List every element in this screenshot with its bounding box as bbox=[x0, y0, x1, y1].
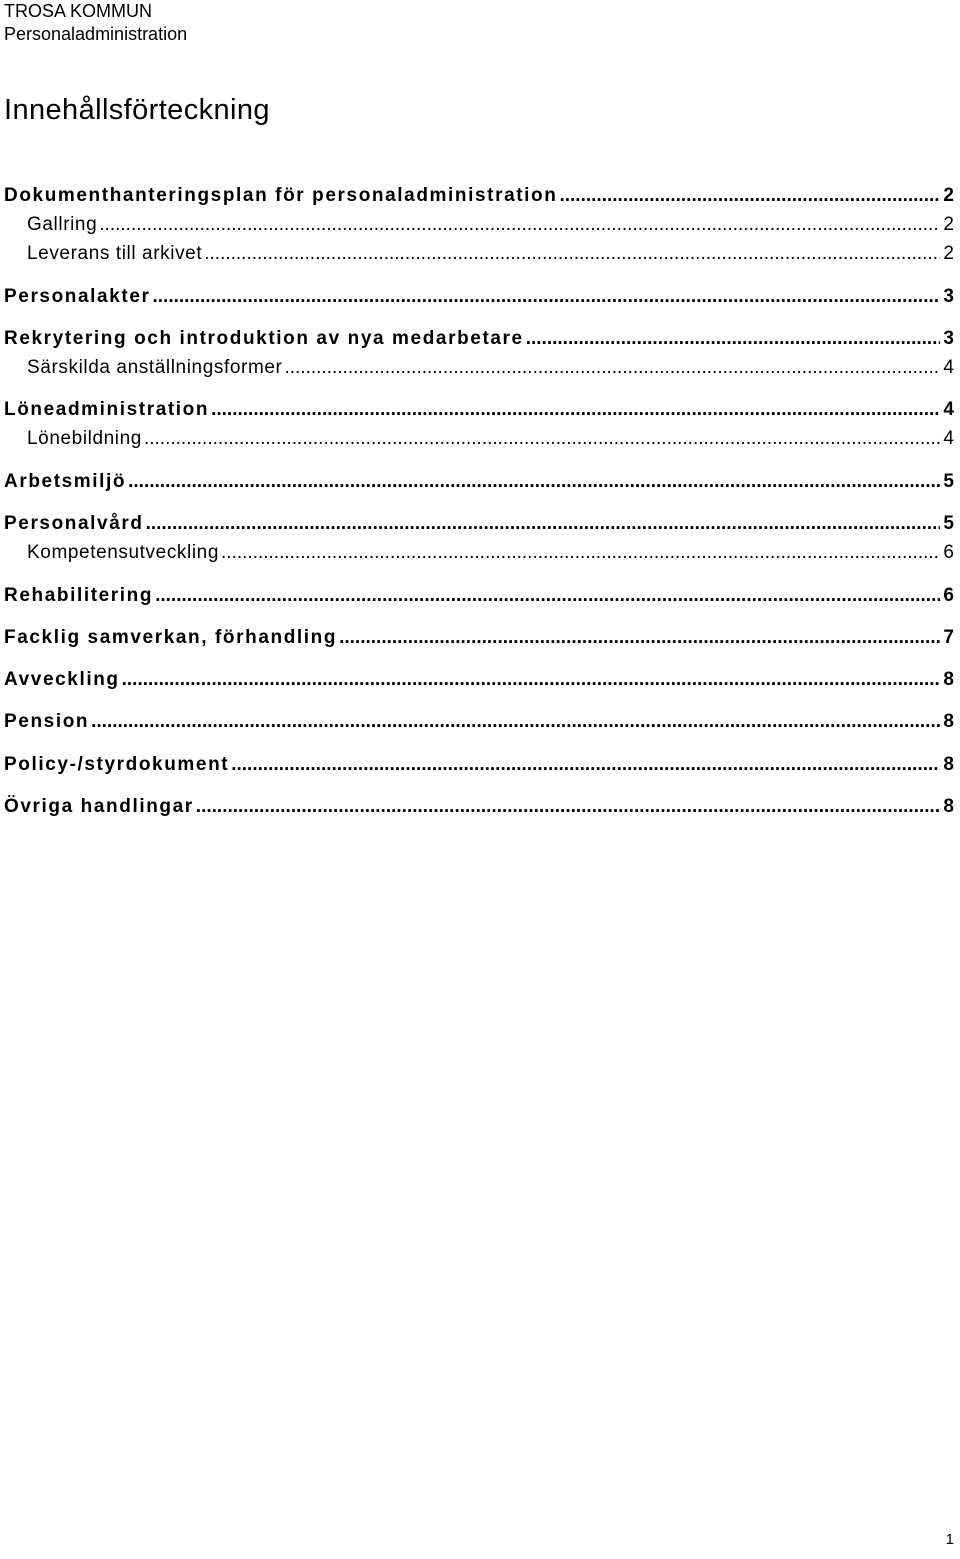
toc-entry-page: 4 bbox=[943, 357, 954, 378]
toc-entry-label: Lönebildning bbox=[27, 428, 142, 449]
toc-dot-leader bbox=[99, 212, 940, 238]
toc-entry-label: Kompetensutveckling bbox=[27, 542, 220, 563]
toc-entry-page: 6 bbox=[943, 585, 954, 606]
toc-entry-label: Rekrytering och introduktion av nya medarbetare bbox=[4, 328, 524, 349]
toc-entry-page: 2 bbox=[943, 214, 954, 235]
page-title: Innehållsförteckning bbox=[4, 94, 270, 126]
toc-entry-label: Pension bbox=[4, 711, 90, 732]
toc-entry[interactable] bbox=[4, 511, 954, 537]
toc-entry-page: 2 bbox=[943, 243, 954, 264]
toc-dot-leader bbox=[122, 667, 941, 693]
document-header bbox=[4, 0, 187, 46]
toc-entry-page: 5 bbox=[943, 513, 954, 534]
toc-entry-label: Personalvård bbox=[4, 513, 144, 534]
toc-entry-label: Gallring bbox=[27, 214, 98, 235]
toc-entry[interactable] bbox=[4, 794, 954, 820]
toc-entry[interactable] bbox=[4, 183, 954, 209]
toc-entry-label: Policy-/styrdokument bbox=[4, 754, 230, 775]
toc-dot-leader bbox=[231, 752, 940, 778]
toc-dot-leader bbox=[204, 241, 940, 267]
toc-entry-label: Löneadministration bbox=[4, 399, 210, 420]
toc-dot-leader bbox=[339, 625, 940, 651]
toc-dot-leader bbox=[221, 540, 940, 566]
toc-entry-label: Dokumenthanteringsplan för personaladministration bbox=[4, 185, 558, 206]
toc-entry-label: Facklig samverkan, förhandling bbox=[4, 627, 338, 648]
toc-dot-leader bbox=[91, 709, 940, 735]
toc-entry-page: 8 bbox=[943, 754, 954, 775]
toc-entry[interactable] bbox=[4, 709, 954, 735]
toc-entry-page: 8 bbox=[943, 669, 954, 690]
toc-dot-leader bbox=[526, 326, 941, 352]
department-name: Personaladministration bbox=[4, 24, 188, 44]
toc-entry[interactable] bbox=[4, 397, 954, 423]
toc-dot-leader bbox=[146, 511, 941, 537]
toc-dot-leader bbox=[152, 284, 940, 310]
toc-entry[interactable] bbox=[4, 625, 954, 651]
toc-entry-page: 3 bbox=[943, 286, 954, 307]
toc-dot-leader bbox=[196, 794, 941, 820]
toc-entry-page: 2 bbox=[943, 185, 954, 206]
toc-entry-page: 8 bbox=[943, 711, 954, 732]
toc-entry-label: Personalakter bbox=[4, 286, 151, 307]
toc-entry-label: Övriga handlingar bbox=[4, 796, 194, 817]
toc-entry[interactable] bbox=[27, 241, 954, 267]
toc-dot-leader bbox=[211, 397, 940, 423]
toc-entry-label: Arbetsmiljö bbox=[4, 471, 127, 492]
toc-entry[interactable] bbox=[27, 212, 954, 238]
toc-entry-page: 8 bbox=[943, 796, 954, 817]
organization-name: TROSA KOMMUN bbox=[4, 1, 153, 21]
toc-entry[interactable] bbox=[4, 326, 954, 352]
toc-entry[interactable] bbox=[4, 667, 954, 693]
toc-entry-label: Leverans till arkivet bbox=[27, 243, 203, 264]
toc-entry-label: Rehabilitering bbox=[4, 585, 154, 606]
toc-dot-leader bbox=[284, 355, 940, 381]
toc-entry[interactable] bbox=[4, 752, 954, 778]
toc-entry[interactable] bbox=[27, 355, 954, 381]
toc-entry-page: 5 bbox=[943, 471, 954, 492]
toc-entry-page: 7 bbox=[943, 627, 954, 648]
toc-entry[interactable] bbox=[27, 540, 954, 566]
toc-dot-leader bbox=[144, 426, 940, 452]
toc-entry[interactable] bbox=[27, 426, 954, 452]
toc-entry-label: Avveckling bbox=[4, 669, 120, 690]
toc-entry[interactable] bbox=[4, 469, 954, 495]
toc-entry-page: 3 bbox=[943, 328, 954, 349]
toc-entry-label: Särskilda anställningsformer bbox=[27, 357, 283, 378]
page-number: 1 bbox=[945, 1531, 954, 1548]
toc-dot-leader bbox=[128, 469, 940, 495]
toc-entry-page: 6 bbox=[943, 542, 954, 563]
toc-entry-page: 4 bbox=[943, 428, 954, 449]
toc-entry[interactable] bbox=[4, 583, 954, 609]
toc-entry[interactable] bbox=[4, 284, 954, 310]
toc-dot-leader bbox=[155, 583, 940, 609]
toc-dot-leader bbox=[559, 183, 940, 209]
toc-entry-page: 4 bbox=[943, 399, 954, 420]
